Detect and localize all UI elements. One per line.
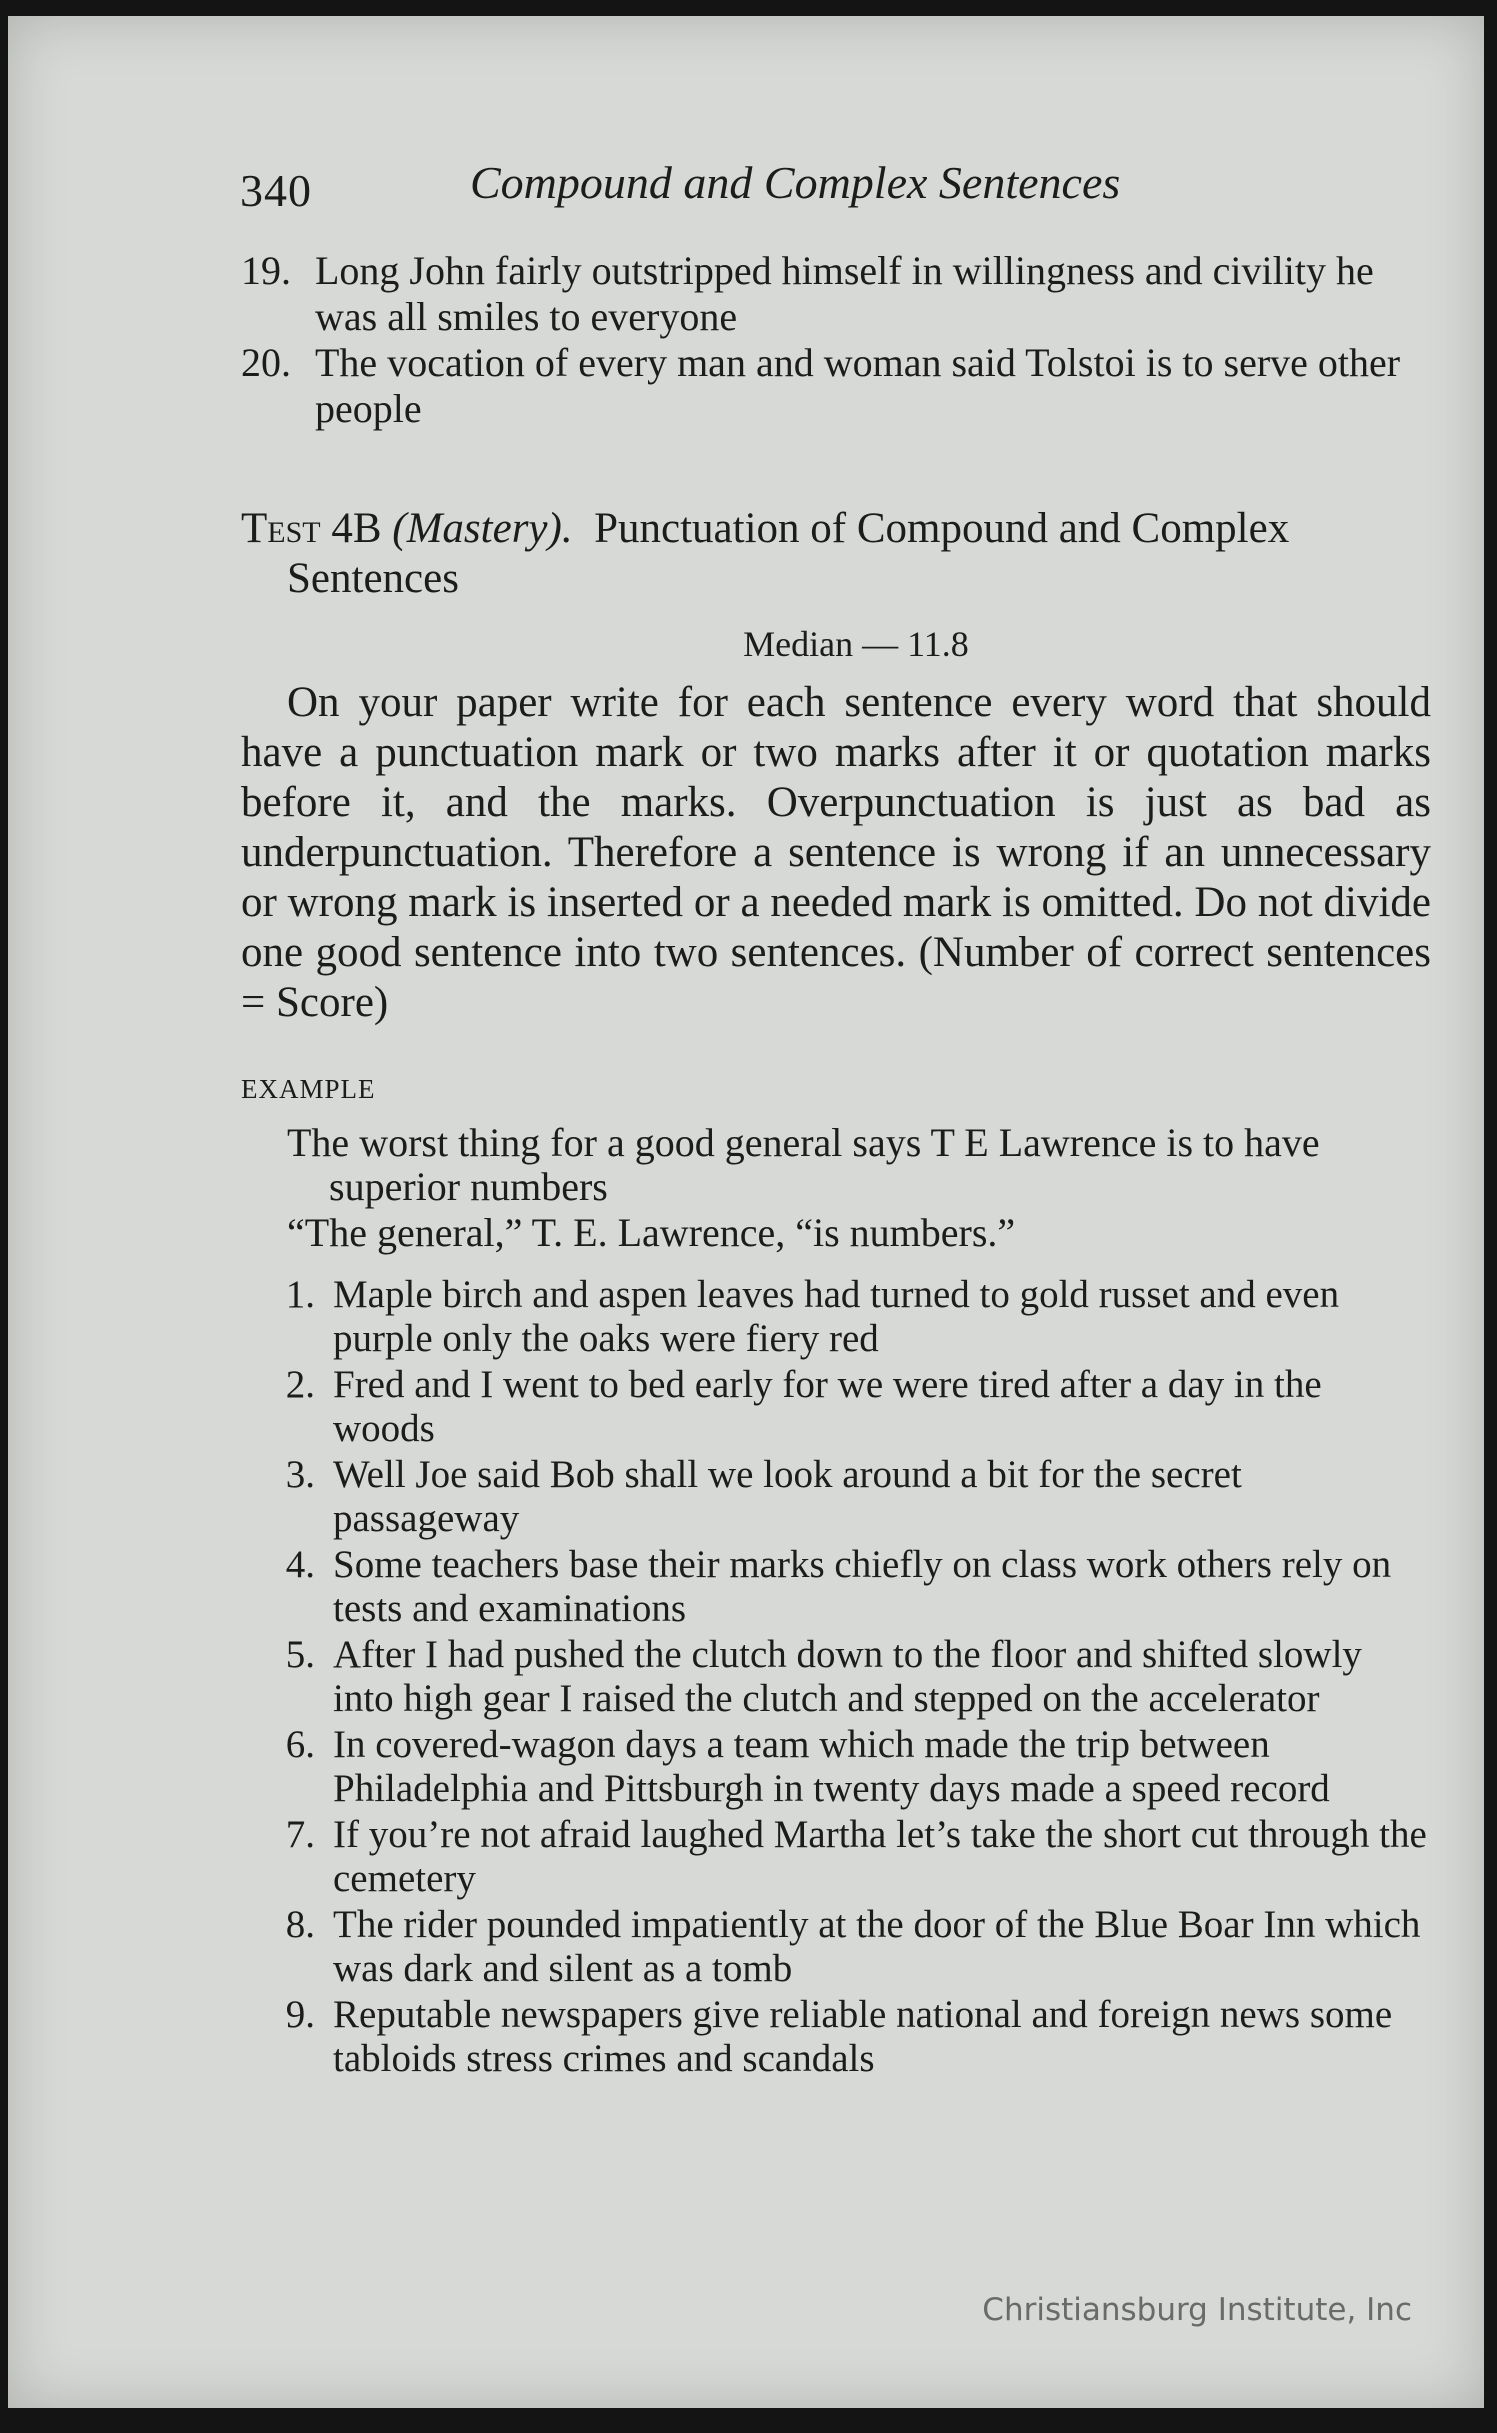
test-label: Test 4B xyxy=(241,505,382,552)
example-block xyxy=(241,1121,1431,1255)
item-number: 20. xyxy=(241,340,291,385)
item-number: 3. xyxy=(285,1453,315,1496)
list-item xyxy=(259,1993,1431,2081)
item-number: 5. xyxy=(285,1633,315,1676)
item-number: 4. xyxy=(285,1543,315,1586)
instructions-paragraph: On your paper write for each sentence every word that should have a punctuation mark or two marks after it or quotation marks before it, and the marks. Overpunctuation is just as bad as underpunctuation. Therefore a sentence is wrong if an unnecessary or wrong mark is inserted or a needed mark is omitted. Do not divide one good sentence into two sentences. (Number of correct sentences = Score) xyxy=(241,679,1431,1026)
list-item xyxy=(259,1633,1431,1721)
test-heading xyxy=(241,504,1431,604)
item-text: Fred and I went to bed early for we were tired after a day in the woods xyxy=(333,1363,1322,1450)
item-text: The vocation of every man and woman said Tolstoi is to serve other people xyxy=(315,340,1401,431)
item-number: 19. xyxy=(241,248,291,293)
test-title: Punctuation of Compound and Complex Sentences xyxy=(287,505,1290,602)
list-item xyxy=(259,1723,1431,1811)
running-head: Compound and Complex Sentences xyxy=(470,157,1121,208)
list-item xyxy=(259,1273,1431,1361)
page-header xyxy=(240,156,1240,226)
item-text: Reputable newspapers give reliable national and foreign news some tabloids stress crimes and scandals xyxy=(333,1993,1393,2080)
item-text: Well Joe said Bob shall we look around a bit for the secret passageway xyxy=(333,1453,1242,1540)
list-item xyxy=(259,1543,1431,1631)
example-sentence: The worst thing for a good general says T E Lawrence is to have superior numbers xyxy=(287,1120,1320,1209)
list-item xyxy=(241,340,1431,432)
example-label: EXAMPLE xyxy=(241,1074,376,1104)
item-number: 8. xyxy=(285,1903,315,1946)
item-number: 1. xyxy=(285,1273,315,1316)
item-number: 6. xyxy=(285,1723,315,1766)
list-item xyxy=(259,1363,1431,1451)
page-content xyxy=(241,248,1431,2083)
exercise-list xyxy=(241,1273,1431,2081)
item-text: Some teachers base their marks chiefly on class work others rely on tests and examinations xyxy=(333,1543,1392,1630)
list-item xyxy=(259,1453,1431,1541)
item-number: 2. xyxy=(285,1363,315,1406)
watermark: Christiansburg Institute, Inc xyxy=(982,2292,1412,2328)
page-number: 340 xyxy=(240,165,312,216)
item-number: 7. xyxy=(285,1813,315,1856)
book-page xyxy=(8,16,1484,2408)
item-text: If you’re not afraid laughed Martha let’s take the short cut through the cemetery xyxy=(333,1813,1427,1900)
item-text: The rider pounded impatiently at the door of the Blue Boar Inn which was dark and silent as a tomb xyxy=(333,1903,1421,1990)
example-answer: “The general,” T. E. Lawrence, “is numbers.” xyxy=(287,1210,1016,1255)
list-item xyxy=(241,248,1431,340)
item-text: In covered-wagon days a team which made the trip between Philadelphia and Pittsburgh in twenty days made a speed record xyxy=(333,1723,1330,1810)
item-text: Long John fairly outstripped himself in willingness and civility he was all smiles to everyone xyxy=(315,248,1374,339)
item-text: After I had pushed the clutch down to the floor and shifted slowly into high gear I raised the clutch and stepped on the accelerator xyxy=(333,1633,1362,1720)
test-mastery: (Mastery). xyxy=(392,505,573,552)
median-score: Median — 11.8 xyxy=(743,624,969,664)
item-text: Maple birch and aspen leaves had turned to gold russet and even purple only the oaks were fiery red xyxy=(333,1273,1340,1360)
item-number: 9. xyxy=(285,1993,315,2036)
list-item xyxy=(259,1813,1431,1901)
list-item xyxy=(259,1903,1431,1991)
